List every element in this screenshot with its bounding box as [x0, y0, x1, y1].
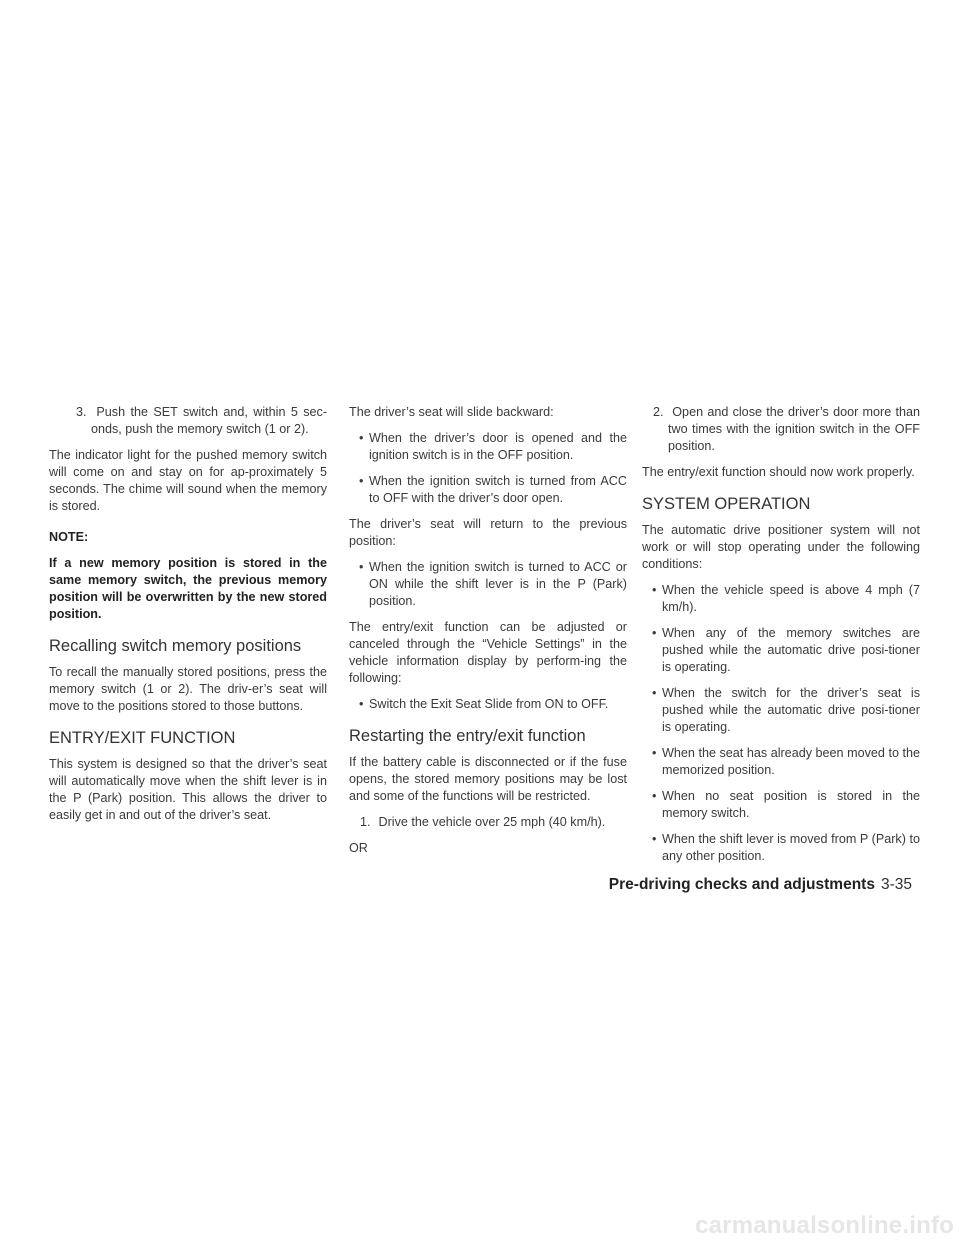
column-left — [49, 404, 327, 833]
bullet-item: • When any of the memory switches are pushed while the automatic drive posi-tioner is operating. — [652, 626, 920, 674]
heading-restarting: Restarting the entry/exit function — [349, 727, 586, 745]
paragraph-work: The entry/exit function should now work properly. — [642, 465, 915, 479]
bullet-item: • When the ignition switch is turned from ACC to OFF with the driver’s door open. — [359, 474, 627, 505]
bullet-item: • When the ignition switch is turned to ACC or ON while the shift lever is in the P (Park) position. — [359, 560, 627, 608]
step-2: 2. Open and close the driver’s door more than two times with the ignition switch in the OFF position. — [653, 405, 920, 453]
bullet-item: • When the vehicle speed is above 4 mph (7 km/h). — [652, 583, 920, 614]
bullet-item: • When the shift lever is moved from P (Park) to any other position. — [652, 832, 920, 863]
paragraph-slide: The driver’s seat will slide backward: — [349, 405, 554, 419]
heading-system-operation: SYSTEM OPERATION — [642, 495, 811, 513]
heading-entry-exit: ENTRY/EXIT FUNCTION — [49, 729, 236, 747]
paragraph-adjust: The entry/exit function can be adjusted or canceled through the “Vehicle Settings” in the vehicle information display by perform-ing the following: — [349, 620, 627, 685]
note-text: If a new memory position is stored in the same memory switch, the previous memory position will be overwritten by the new stored position. — [49, 556, 327, 621]
step-3: 3. Push the SET switch and, within 5 sec-onds, push the memory switch (1 or 2). — [76, 405, 328, 436]
footer-section-title: Pre-driving checks and adjustments — [608, 876, 875, 893]
bullet-item: • Switch the Exit Seat Slide from ON to OFF. — [359, 697, 609, 711]
bullet-item: • When the seat has already been moved to the memorized position. — [652, 746, 920, 777]
note-label: NOTE: — [49, 530, 89, 544]
bullet-item: • When the driver’s door is opened and the ignition switch is in the OFF position. — [359, 431, 627, 462]
paragraph-battery: If the battery cable is disconnected or if the fuse opens, the stored memory positions may be lost and some of the functions will be restricted. — [349, 755, 627, 803]
bullet-item: • When no seat position is stored in the memory switch. — [652, 789, 920, 820]
or-label: OR — [349, 841, 368, 855]
column-middle — [349, 404, 627, 866]
page-number: 3-35 — [880, 876, 912, 893]
paragraph-recall: To recall the manually stored positions, press the memory switch (1 or 2). The driv-er’s seat will move to the positions stored to those buttons. — [49, 665, 327, 713]
column-right — [642, 404, 920, 874]
paragraph-system: The automatic drive positioner system will not work or will stop operating under the following conditions: — [642, 523, 920, 571]
paragraph-indicator: The indicator light for the pushed memory switch will come on and stay on for ap-proximately 5 seconds. The chime will sound when the memory is stored. — [49, 448, 327, 513]
bullet-item: • When the switch for the driver’s seat is pushed while the automatic drive posi-tioner is operating. — [652, 686, 920, 734]
heading-recalling: Recalling switch memory positions — [49, 637, 302, 655]
step-1: 1. Drive the vehicle over 25 mph (40 km/h). — [360, 815, 606, 829]
page-footer — [0, 876, 912, 894]
paragraph-return: The driver’s seat will return to the previous position: — [349, 517, 627, 548]
watermark: carmanualsonline.info — [695, 1212, 954, 1239]
paragraph-entry: This system is designed so that the driver’s seat will automatically move when the shift lever is in the P (Park) position. This allows the driver to easily get in and out of the driver’s seat. — [49, 757, 327, 822]
